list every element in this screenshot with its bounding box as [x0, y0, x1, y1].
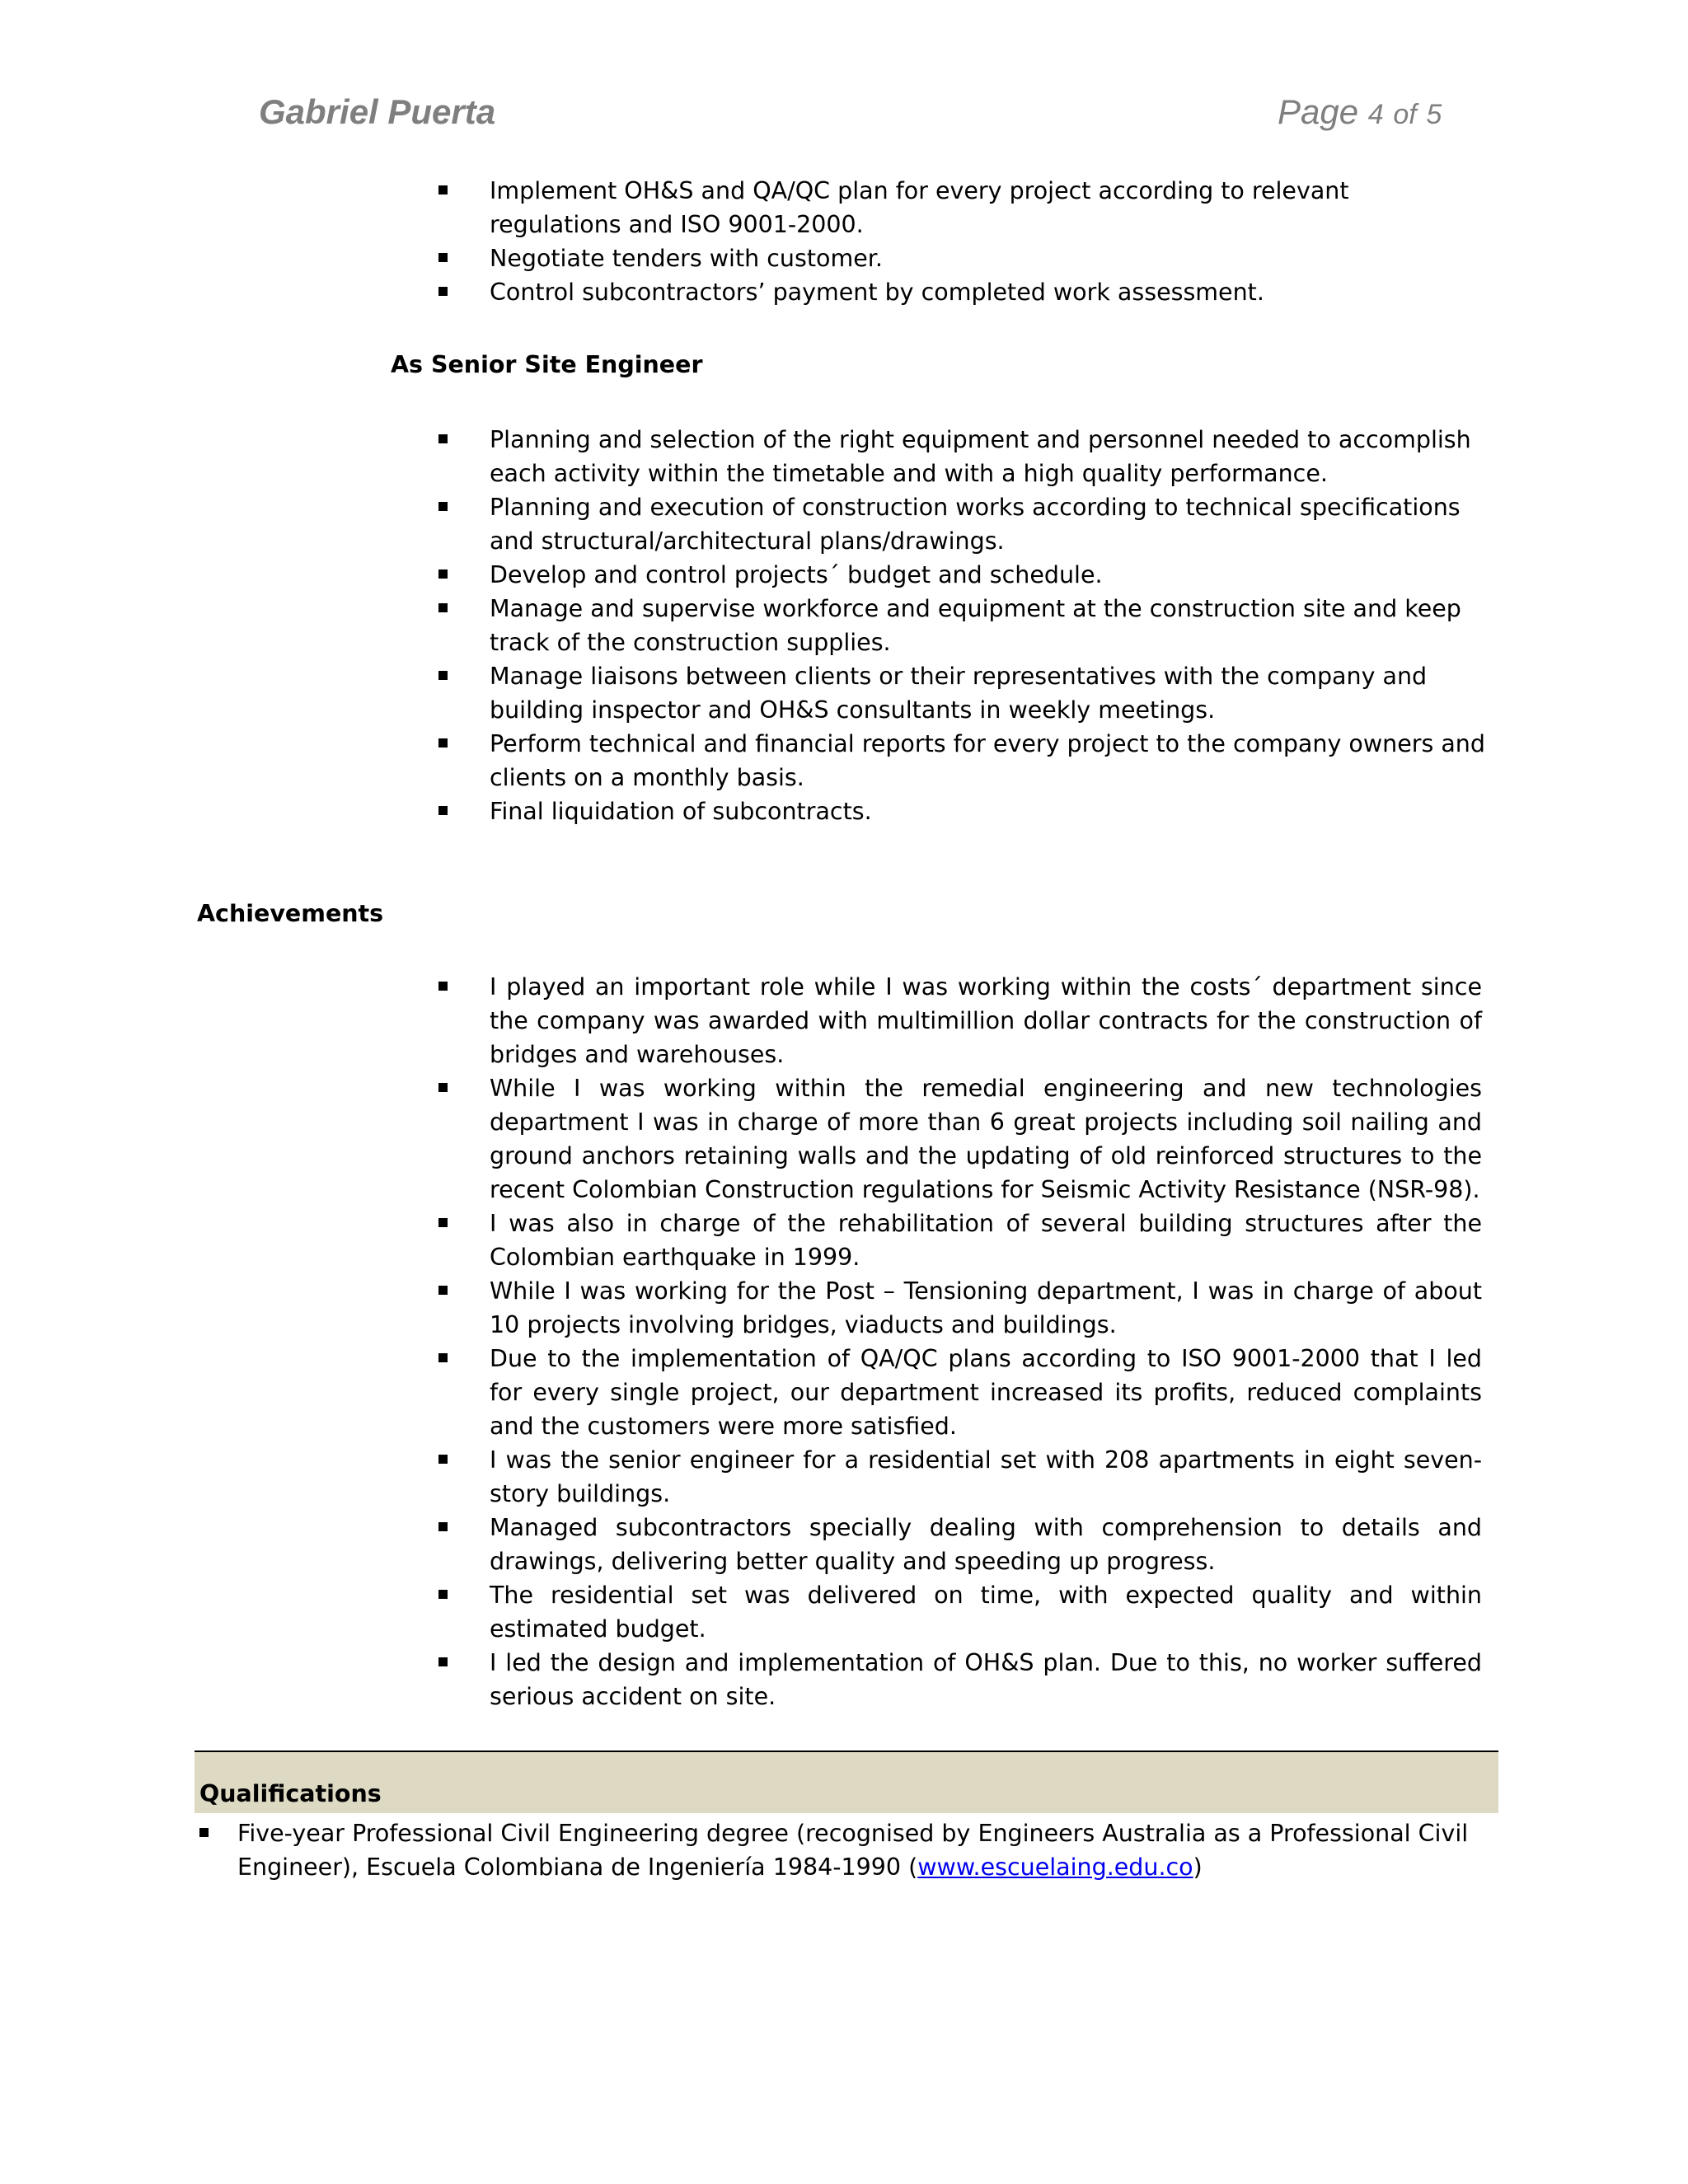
list-item-text: I was also in charge of the rehabilitation of several building structures after the Colombian earthquake in 1999.: [490, 1210, 1482, 1271]
list-item: [438, 794, 1485, 828]
list-item: [438, 1274, 1482, 1342]
list-item-text: While I was working within the remedial engineering and new technologies department I was in charge of more than 6 great projects including soil nailing and ground anchors retaining walls and the updating of old reinforced structures to the recent Colombian Construction regulations for Seismic Activity Resistance (NSR-98).: [490, 1075, 1482, 1203]
list-item: [438, 1578, 1482, 1646]
list-item-text: Planning and execution of construction works according to technical specifications and structural/architectural plans/drawings.: [490, 494, 1461, 555]
list-item-text: Manage liaisons between clients or their representatives with the company and building inspector and OH&S consultants in weekly meetings.: [490, 663, 1428, 724]
list-item: [438, 592, 1485, 659]
list-item: [438, 1511, 1482, 1578]
qualification-text: Five-year Professional Civil Engineering degree (recognised by Engineers Australia as a Professional Civil Engineer), Escuela Colombiana de Ingeniería 1984-1990 (: [237, 1820, 1469, 1881]
square-bullet-icon: [438, 982, 448, 991]
list-item-text: Manage and supervise workforce and equipment at the construction site and keep track of the construction supplies.: [490, 595, 1461, 656]
achievements-title: Achievements: [197, 900, 384, 927]
square-bullet-icon: [438, 569, 448, 579]
page-word: Page: [1278, 92, 1359, 131]
list-item: [438, 558, 1485, 592]
page-header: [0, 0, 1688, 165]
senior-site-engineer-heading: As Senior Site Engineer: [391, 351, 703, 378]
list-item-text: Negotiate tenders with customer.: [490, 245, 883, 272]
list-item: [438, 174, 1461, 241]
list-item-text: I was the senior engineer for a residential set with 208 apartments in eight seven-story buildings.: [490, 1446, 1482, 1507]
list-item: [438, 490, 1485, 558]
square-bullet-icon: [438, 603, 448, 612]
square-bullet-icon: [438, 1353, 448, 1362]
list-item-text: I led the design and implementation of OH&S plan. Due to this, no worker suffered serious accident on site.: [490, 1649, 1482, 1710]
list-item: [438, 1646, 1482, 1713]
list-item: [438, 423, 1485, 490]
square-bullet-icon: [438, 1286, 448, 1295]
list-item: [438, 970, 1482, 1071]
square-bullet-icon: [438, 287, 448, 296]
list-item-text: Managed subcontractors specially dealing with comprehension to details and drawings, delivering better quality and speeding up progress.: [490, 1514, 1482, 1575]
list-item-text: Final liquidation of subcontracts.: [490, 798, 872, 825]
list-item-text: Control subcontractors’ payment by completed work assessment.: [490, 279, 1264, 306]
square-bullet-icon: [438, 434, 448, 443]
list-item: [438, 1443, 1482, 1511]
list-item-text: While I was working for the Post – Tensioning department, I was in charge of about 10 projects involving bridges, viaducts and buildings.: [490, 1277, 1482, 1338]
square-bullet-icon: [438, 1522, 448, 1531]
square-bullet-icon: [438, 1083, 448, 1092]
list-item: [199, 1816, 1485, 1884]
header-page-number: [1278, 92, 1442, 132]
square-bullet-icon: [438, 253, 448, 262]
square-bullet-icon: [438, 806, 448, 815]
list-item-text: The residential set was delivered on time, with expected quality and within estimated budget.: [490, 1582, 1482, 1643]
qualifications-list: [199, 1816, 1485, 1884]
qualifications-band: [195, 1752, 1498, 1813]
list-item-text: Due to the implementation of QA/QC plans according to ISO 9001-2000 that I led for every single project, our department increased its profits, reduced complaints and the customers were more satisfied.: [490, 1345, 1482, 1440]
square-bullet-icon: [438, 502, 448, 511]
list-item: [438, 275, 1461, 309]
list-item-text: Perform technical and financial reports for every project to the company owners and clients on a monthly basis.: [490, 730, 1485, 791]
square-bullet-icon: [438, 738, 448, 748]
square-bullet-icon: [438, 1455, 448, 1464]
list-item-text: Implement OH&S and QA/QC plan for every project according to relevant regulations and ISO 9001-2000.: [490, 177, 1349, 238]
qualifications-title: Qualifications: [199, 1780, 382, 1807]
page-of: of: [1393, 99, 1417, 130]
qualification-text-close: ): [1193, 1854, 1203, 1881]
list-item-text: Planning and selection of the right equipment and personnel needed to accomplish each activity within the timetable and with a high quality performance.: [490, 426, 1471, 487]
list-item-text: I played an important role while I was working within the costs´ department since the company was awarded with multimillion dollar contracts for the construction of bridges and warehouses.: [490, 973, 1482, 1068]
square-bullet-icon: [438, 1218, 448, 1227]
square-bullet-icon: [438, 185, 448, 194]
achievements-list: [438, 970, 1482, 1713]
square-bullet-icon: [199, 1828, 209, 1837]
list-item: [438, 727, 1485, 794]
page-current: 4: [1367, 99, 1384, 130]
square-bullet-icon: [438, 1657, 448, 1666]
list-item: [438, 1207, 1482, 1274]
school-website-link[interactable]: www.escuelaing.edu.co: [917, 1854, 1193, 1881]
list-item: [438, 659, 1485, 727]
list-item: [438, 1071, 1482, 1207]
top-bullet-list: [438, 174, 1461, 309]
square-bullet-icon: [438, 671, 448, 680]
square-bullet-icon: [438, 1590, 448, 1599]
header-author-name: Gabriel Puerta: [259, 92, 496, 131]
list-item: [438, 241, 1461, 275]
list-item-text: Develop and control projects´ budget and schedule.: [490, 561, 1103, 588]
page-total: 5: [1426, 99, 1442, 130]
senior-site-list: [438, 423, 1485, 828]
list-item: [438, 1342, 1482, 1443]
